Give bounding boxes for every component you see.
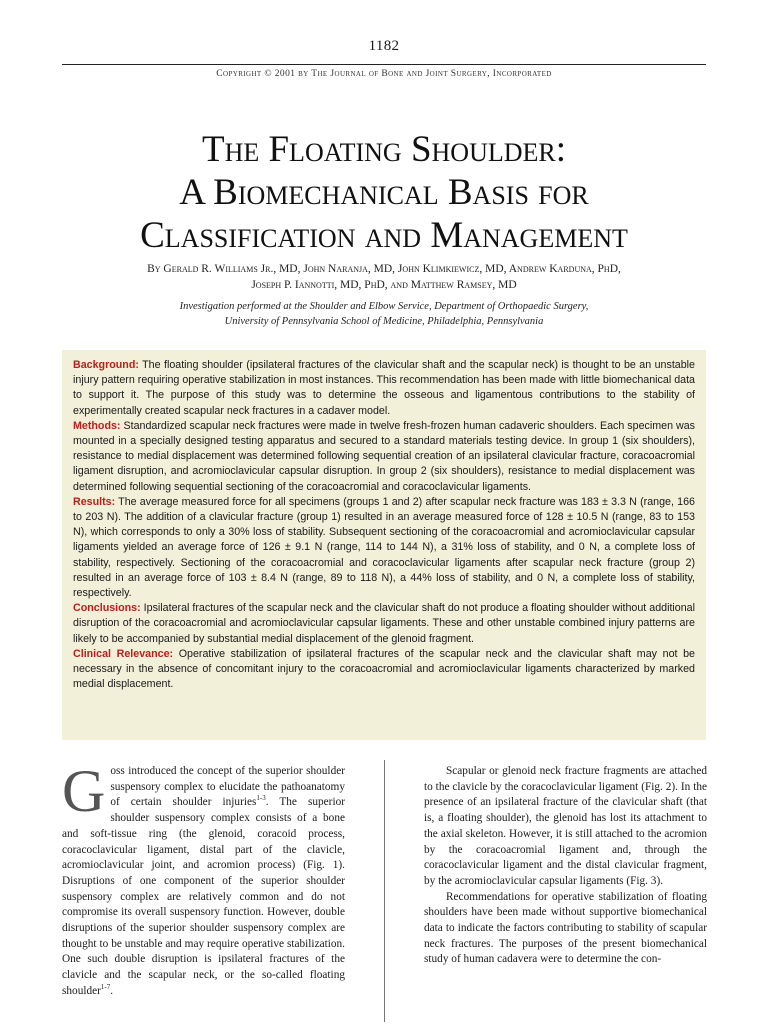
body-paragraph [62, 758, 345, 1000]
abstract-results [73, 495, 695, 601]
citation-superscript: 1-3 [256, 794, 266, 803]
conclusions-label: Conclusions: [73, 602, 141, 615]
background-label: Background: [73, 359, 139, 371]
clinical-relevance-text: Operative stabilization of ipsilateral fractures of the scapular neck and the clavicular shaft may not be necessary in the absence of concomitant injury to the coracoacromial and acromioclavicular ligaments characterized by marked medial displacement. [73, 647, 695, 691]
clinical-relevance-label: Clinical Relevance: [73, 647, 174, 660]
body-text: . The superior shoulder suspensory complex consists of a bone and soft-tissue ring (the glenoid, coracoid process, coracoclavicular ligament, distal part of the clavicle, acromioclavicular joint, and acromion process) (Fig. 1). Disruptions of one component of the superior shoulder suspensory complex are relatively common and do not compromise its overall suspensory function. However, double disruptions of the superior shoulder suspensory complex are thought to be unstable and may require operative stabilization. One such double disruption is ipsilateral fractures of the clavicle and the scapular neck, or the so-called floating shoulder [62, 796, 345, 997]
methods-text: Standardized scapular neck fractures were made in twelve fresh-frozen human cadaveric shoulders. Each specimen was mounted in a specially designed testing apparatus and secured to a standard materials testing device. In group 1 (six shoulders), resistance to medial displacement was determined following sequential creation of an ipsilateral clavicular fracture, coracoacromial ligament disruption, and acromioclavicular capsular disruption. In group 2 (six shoulders), resistance to medial displacement was determined following sequential sectioning of the coracoacromial and coracoclavicular ligaments. [73, 419, 695, 493]
title-line-1: The Floating Shoulder: [201, 129, 567, 170]
affiliation [40, 299, 728, 329]
body-paragraph: Scapular or glenoid neck fracture fragments are attached to the clavicle by the coracoclavicular ligament (Fig. 2). In the presence of an ipsilateral fracture of the clavicular shaft (that is, a floating shoulder), the glenoid has lost its attachment to the axial skeleton. However, it is still attached to the acromion by the coracoacromial ligament and, through the coracoclavicular ligament and the distal clavicular fragment, by the acromioclavicular capsular ligaments (Fig. 3). [424, 765, 707, 887]
abstract-box [62, 350, 706, 740]
methods-label: Methods: [73, 419, 121, 432]
abstract-clinical-relevance [73, 647, 695, 693]
authors-line-1: By Gerald R. Williams Jr., MD, John Naranja, MD, John Klimkiewicz, MD, Andrew Karduna, PhD, [147, 263, 621, 275]
article-title [0, 128, 768, 257]
background-text: The floating shoulder (ipsilateral fractures of the clavicular shaft and the scapular neck) is thought to be an unstable injury pattern requiring operative stabilization in most instances. This recommendation has been made with little biomechanical data to support it. The purpose of this study was to determine the osseous and ligamentous contributions to the stability of experimentally created scapular neck fractures in a cadaver model. [73, 359, 695, 417]
copyright-line: Copyright © 2001 by The Journal of Bone and Joint Surgery, Incorporated [216, 69, 552, 79]
abstract-conclusions [73, 601, 695, 647]
conclusions-text: Ipsilateral fractures of the scapular neck and the clavicular shaft do not produce a floating shoulder without additional disruption of the coracoacromial and acromioclavicular capsular ligaments. These and other unstable combined injury patterns are likely to be accompanied by substantial medial displacement of the glenoid fragment. [73, 602, 696, 645]
abstract-methods [73, 419, 695, 495]
results-label: Results: [73, 495, 116, 508]
authors-line-2: Joseph P. Iannotti, MD, PhD, and Matthew Ramsey, MD [251, 279, 517, 291]
drop-cap: G [62, 758, 106, 824]
results-text: The average measured force for all specimens (groups 1 and 2) after scapular neck fracture was 183 ± 3.3 N (range, 166 to 203 N). The addition of a clavicular fracture (group 1) resulted in an average measured force of 128 ± 10.5 N (range, 83 to 153 N), which corresponds to only a 30% loss of stability. Subsequent sectioning of the coracoacromial and acromioclavicular capsular ligaments yielded an average force of 126 ± 9.1 N (range, 114 to 144 N), a 31% loss of stability, and 0 N, a complete loss of stability, respectively. Sectioning of the coracoacromial and coracoclavicular ligaments after scapular neck fracture (group 2) resulted in an average force of 103 ± 8.4 N (range, 89 to 118 N), a 44% loss of stability, and 0 N, a complete loss of stability, respectively. [73, 495, 695, 600]
citation-superscript: 1-7 [100, 983, 111, 992]
body-column-left [62, 758, 345, 1000]
affiliation-line-1: Investigation performed at the Shoulder and Elbow Service, Department of Orthopaedic Surgery, [179, 301, 589, 312]
affiliation-line-2: University of Pennsylvania School of Medicine, Philadelphia, Pennsylvania [224, 316, 544, 327]
title-line-2: A Biomechanical Basis for [179, 172, 589, 213]
body-paragraph: Recommendations for operative stabilization of floating shoulders have been made without supportive biomechanical data to indicate the factors contributing to stability of scapular neck fractures. The purposes of the present biomechanical study of human cadavera were to determine the con- [424, 890, 707, 966]
title-line-3: Classification and Management [140, 215, 628, 256]
header-rule [62, 64, 706, 65]
body-column-right [424, 764, 707, 968]
body-text: oss introduced the concept of the superior shoulder suspensory complex to elucidate the pathoanatomy of certain shoulder injuries [110, 765, 345, 809]
column-divider [384, 760, 385, 1022]
page-number: 1182 [368, 38, 400, 54]
abstract-background [73, 358, 695, 419]
author-list [40, 261, 728, 293]
body-text: . [110, 984, 114, 997]
